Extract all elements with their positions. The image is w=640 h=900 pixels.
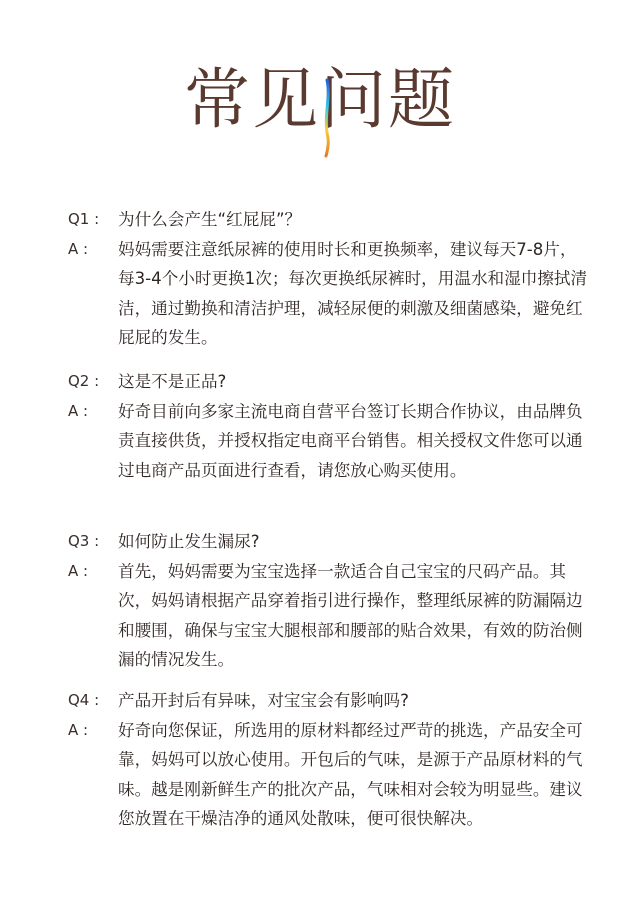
answer-tag: A :: [68, 239, 89, 258]
answer-row: [68, 235, 588, 353]
faq-item-4: [68, 686, 588, 834]
question-row: [68, 686, 588, 716]
answer-row: [68, 716, 588, 834]
answer-row: [68, 557, 588, 675]
question-text: 为什么会产生“红屁屁”？: [118, 210, 302, 229]
question-text: 如何防止发生漏尿?: [118, 532, 260, 551]
question-row: [68, 205, 588, 235]
question-text: 这是不是正品?: [118, 372, 227, 391]
page-title: 常见问题: [184, 61, 456, 138]
question-row: [68, 367, 588, 397]
faq-item-3: [68, 527, 588, 675]
answer-text: 好奇目前向多家主流电商自营平台签订长期合作协议，由品牌负责直接供货，并授权指定电商平台销售。相关授权文件您可以通过电商产品页面进行查看，请您放心购买使用。: [118, 401, 583, 480]
question-tag: Q4 :: [68, 691, 100, 709]
answer-tag: A :: [68, 561, 89, 580]
question-tag: Q1 :: [68, 210, 100, 228]
question-row: [68, 527, 588, 557]
faq-item-1: [68, 205, 588, 353]
answer-tag: A :: [68, 401, 89, 420]
answer-text: 首先，妈妈需要为宝宝选择一款适合自己宝宝的尺码产品。其次，妈妈请根据产品穿着指引进行操作，整理纸尿裤的防漏隔边和腰围，确保与宝宝大腿根部和腰部的贴合效果，有效的防治侧漏的情况发生。: [118, 561, 583, 669]
question-text: 产品开封后有异味，对宝宝会有影响吗?: [118, 691, 409, 710]
answer-text: 好奇向您保证，所选用的原材料都经过严苛的挑选，产品安全可靠，妈妈可以放心使用。开包后的气味，是源于产品原材料的气味。越是刚新鲜生产的批次产品，气味相对会较为明显些。建议您放置在干燥洁净的通风处散味，便可很快解决。: [118, 720, 583, 828]
faq-item-2: [68, 367, 588, 485]
title-block: [0, 50, 640, 150]
answer-row: [68, 397, 588, 486]
question-tag: Q2 :: [68, 372, 100, 390]
answer-tag: A :: [68, 720, 89, 739]
answer-text: 妈妈需要注意纸尿裤的使用时长和更换频率，建议每天7-8片，每3-4个小时更换1次；每次更换纸尿裤时，用温水和湿巾擦拭清洁，通过勤换和清洁护理，减轻尿便的刺激及细菌感染，避免红屁屁的发生。: [118, 239, 588, 347]
question-tag: Q3 :: [68, 532, 100, 550]
